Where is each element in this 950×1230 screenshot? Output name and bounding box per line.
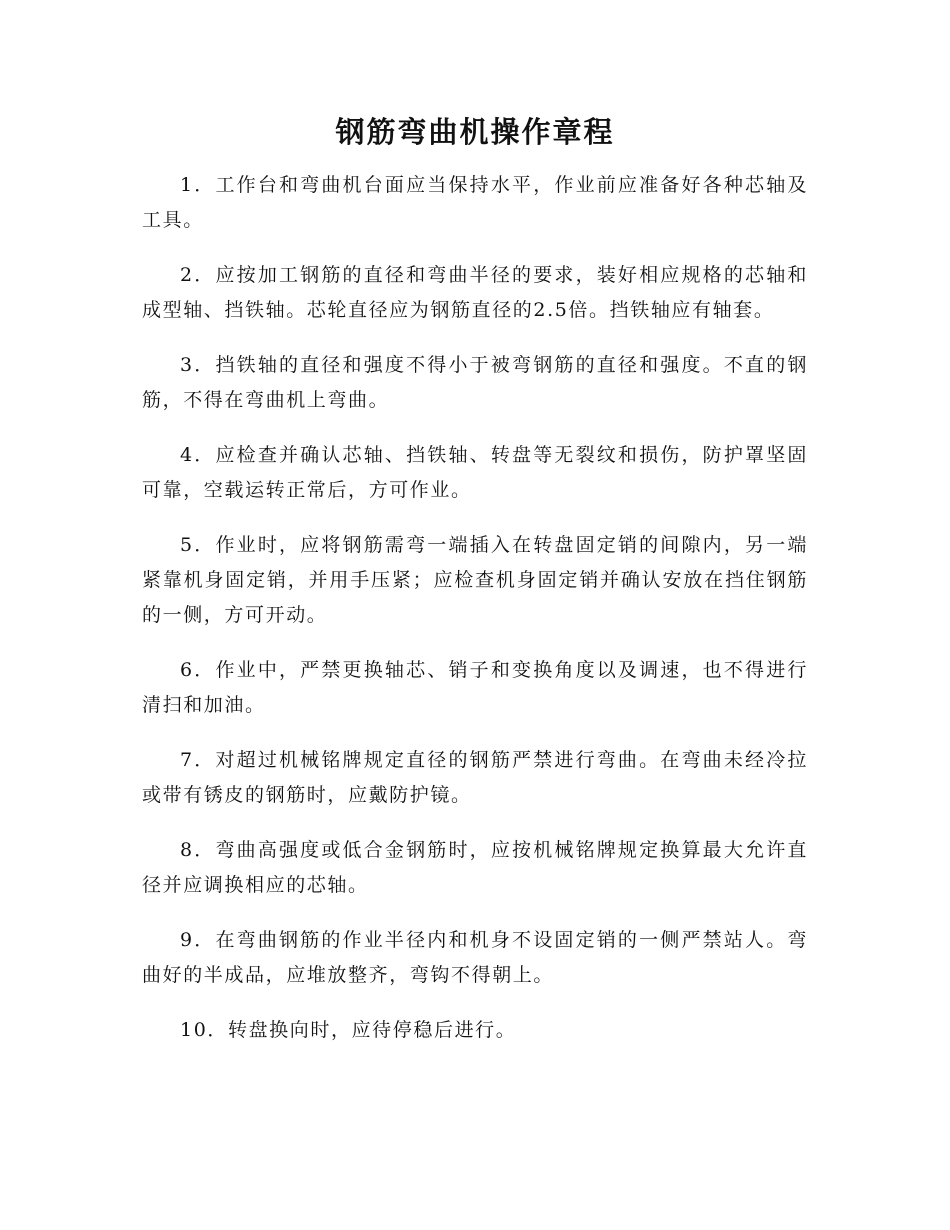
paragraph-7: 7．对超过机械铭牌规定直径的钢筋严禁进行弯曲。在弯曲未经冷拉或带有锈皮的钢筋时，应戴防护镜。 xyxy=(142,749,808,806)
paragraph-5: 5．作业时，应将钢筋需弯一端插入在转盘固定销的间隙内，另一端紧靠机身固定销，并用手压紧；应检查机身固定销并确认安放在挡住钢筋的一侧，方可开动。 xyxy=(142,534,808,626)
paragraph-6: 6．作业中，严禁更换轴芯、销子和变换角度以及调速，也不得进行清扫和加油。 xyxy=(142,659,808,716)
paragraph-8: 8．弯曲高强度或低合金钢筋时，应按机械铭牌规定换算最大允许直径并应调换相应的芯轴。 xyxy=(142,839,808,896)
paragraph-1: 1．工作台和弯曲机台面应当保持水平，作业前应准备好各种芯轴及工具。 xyxy=(142,174,808,231)
paragraph-2: 2．应按加工钢筋的直径和弯曲半径的要求，装好相应规格的芯轴和成型轴、挡铁轴。芯轮直径应为钢筋直径的2.5倍。挡铁轴应有轴套。 xyxy=(142,264,808,321)
paragraph-4: 4．应检查并确认芯轴、挡铁轴、转盘等无裂纹和损伤，防护罩坚固可靠，空载运转正常后，方可作业。 xyxy=(142,444,808,501)
paragraph-10: 10．转盘换向时，应待停稳后进行。 xyxy=(180,1019,517,1041)
paragraph-9: 9．在弯曲钢筋的作业半径内和机身不设固定销的一侧严禁站人。弯曲好的半成品，应堆放整齐，弯钩不得朝上。 xyxy=(142,929,808,986)
document-title: 钢筋弯曲机操作章程 xyxy=(335,115,615,149)
document-body xyxy=(142,168,808,1068)
paragraph-3: 3．挡铁轴的直径和强度不得小于被弯钢筋的直径和强度。不直的钢筋，不得在弯曲机上弯曲。 xyxy=(142,354,808,411)
